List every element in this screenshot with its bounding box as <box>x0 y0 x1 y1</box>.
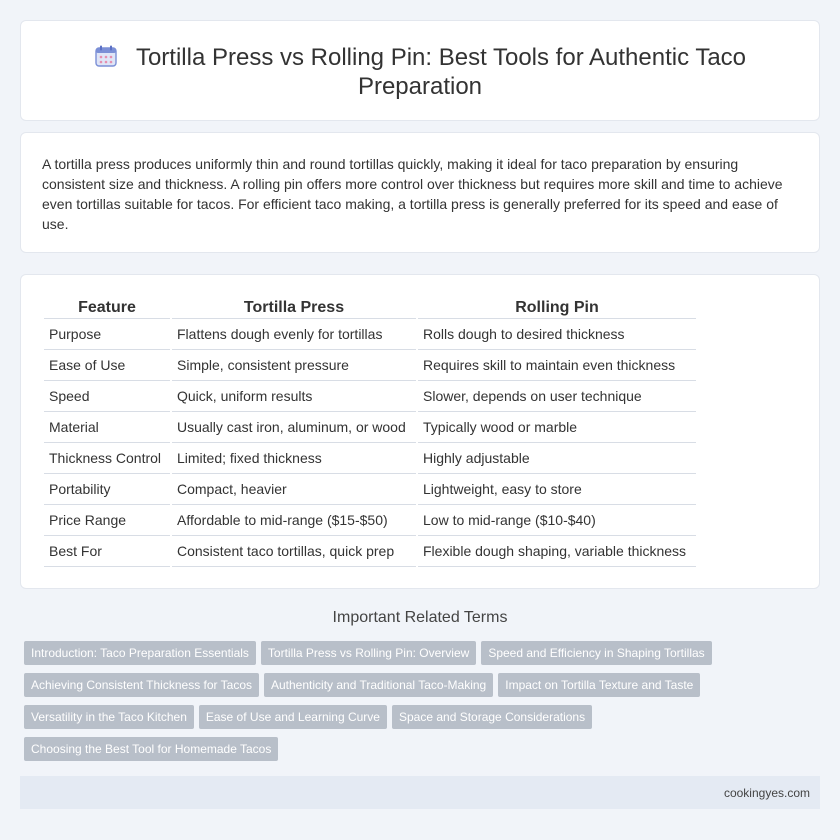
calendar-icon <box>94 44 118 68</box>
cell-rolling-pin: Requires skill to maintain even thickness <box>418 350 696 381</box>
footer <box>20 776 820 809</box>
title-card <box>20 20 820 121</box>
footer-site[interactable]: cookingyes.com <box>723 786 810 800</box>
cell-tortilla-press: Compact, heavier <box>172 474 416 505</box>
cell-tortilla-press: Consistent taco tortillas, quick prep <box>172 536 416 567</box>
related-tag[interactable]: Introduction: Taco Preparation Essentials <box>24 641 256 665</box>
table-row <box>44 412 696 443</box>
comparison-table <box>42 294 698 567</box>
related-tag[interactable]: Speed and Efficiency in Shaping Tortillas <box>481 641 711 665</box>
cell-tortilla-press: Limited; fixed thickness <box>172 443 416 474</box>
table-row <box>44 350 696 381</box>
related-terms-title: Important Related Terms <box>332 609 508 626</box>
cell-rolling-pin: Slower, depends on user technique <box>418 381 696 412</box>
related-tag[interactable]: Versatility in the Taco Kitchen <box>24 705 194 729</box>
related-tag[interactable]: Authenticity and Traditional Taco-Making <box>264 673 493 697</box>
related-tag[interactable]: Space and Storage Considerations <box>392 705 592 729</box>
cell-rolling-pin: Rolls dough to desired thickness <box>418 319 696 350</box>
table-header-row <box>44 294 696 319</box>
title-line-2: Preparation <box>357 73 483 100</box>
comparison-card <box>20 274 820 589</box>
related-tag[interactable]: Choosing the Best Tool for Homemade Tacos <box>24 737 278 761</box>
cell-feature: Material <box>44 412 170 443</box>
cell-feature: Portability <box>44 474 170 505</box>
related-tags <box>24 641 824 769</box>
cell-feature: Speed <box>44 381 170 412</box>
cell-feature: Ease of Use <box>44 350 170 381</box>
table-row <box>44 505 696 536</box>
cell-feature: Price Range <box>44 505 170 536</box>
cell-rolling-pin: Low to mid-range ($10-$40) <box>418 505 696 536</box>
cell-rolling-pin: Flexible dough shaping, variable thickness <box>418 536 696 567</box>
cell-rolling-pin: Highly adjustable <box>418 443 696 474</box>
cell-rolling-pin: Typically wood or marble <box>418 412 696 443</box>
cell-rolling-pin: Lightweight, easy to store <box>418 474 696 505</box>
table-row <box>44 443 696 474</box>
cell-tortilla-press: Simple, consistent pressure <box>172 350 416 381</box>
related-tag[interactable]: Tortilla Press vs Rolling Pin: Overview <box>261 641 476 665</box>
table-row <box>44 474 696 505</box>
cell-tortilla-press: Quick, uniform results <box>172 381 416 412</box>
header-tortilla-press: Tortilla Press <box>172 294 416 319</box>
cell-tortilla-press: Flattens dough evenly for tortillas <box>172 319 416 350</box>
table-row <box>44 319 696 350</box>
header-rolling-pin: Rolling Pin <box>418 294 696 319</box>
summary-text: A tortilla press produces uniformly thin and round tortillas quickly, making it ideal for taco preparation by ensuring consistent size and thickness. A rolling pin offers more control over thickness but requires more skill and time to achieve even tortillas suitable for tacos. For efficient taco making, a tortilla press is generally preferred for its speed and ease of use. <box>42 156 783 232</box>
related-tag[interactable]: Impact on Tortilla Texture and Taste <box>498 673 700 697</box>
table-row <box>44 381 696 412</box>
table-row <box>44 536 696 567</box>
summary-card <box>20 132 820 253</box>
related-tag[interactable]: Ease of Use and Learning Curve <box>199 705 387 729</box>
related-tag[interactable]: Achieving Consistent Thickness for Tacos <box>24 673 259 697</box>
page-title <box>21 43 819 101</box>
cell-feature: Purpose <box>44 319 170 350</box>
cell-tortilla-press: Usually cast iron, aluminum, or wood <box>172 412 416 443</box>
cell-tortilla-press: Affordable to mid-range ($15-$50) <box>172 505 416 536</box>
cell-feature: Best For <box>44 536 170 567</box>
header-feature: Feature <box>44 294 170 319</box>
cell-feature: Thickness Control <box>44 443 170 474</box>
title-line-1: Tortilla Press vs Rolling Pin: Best Tools for Authentic Taco <box>135 44 747 71</box>
